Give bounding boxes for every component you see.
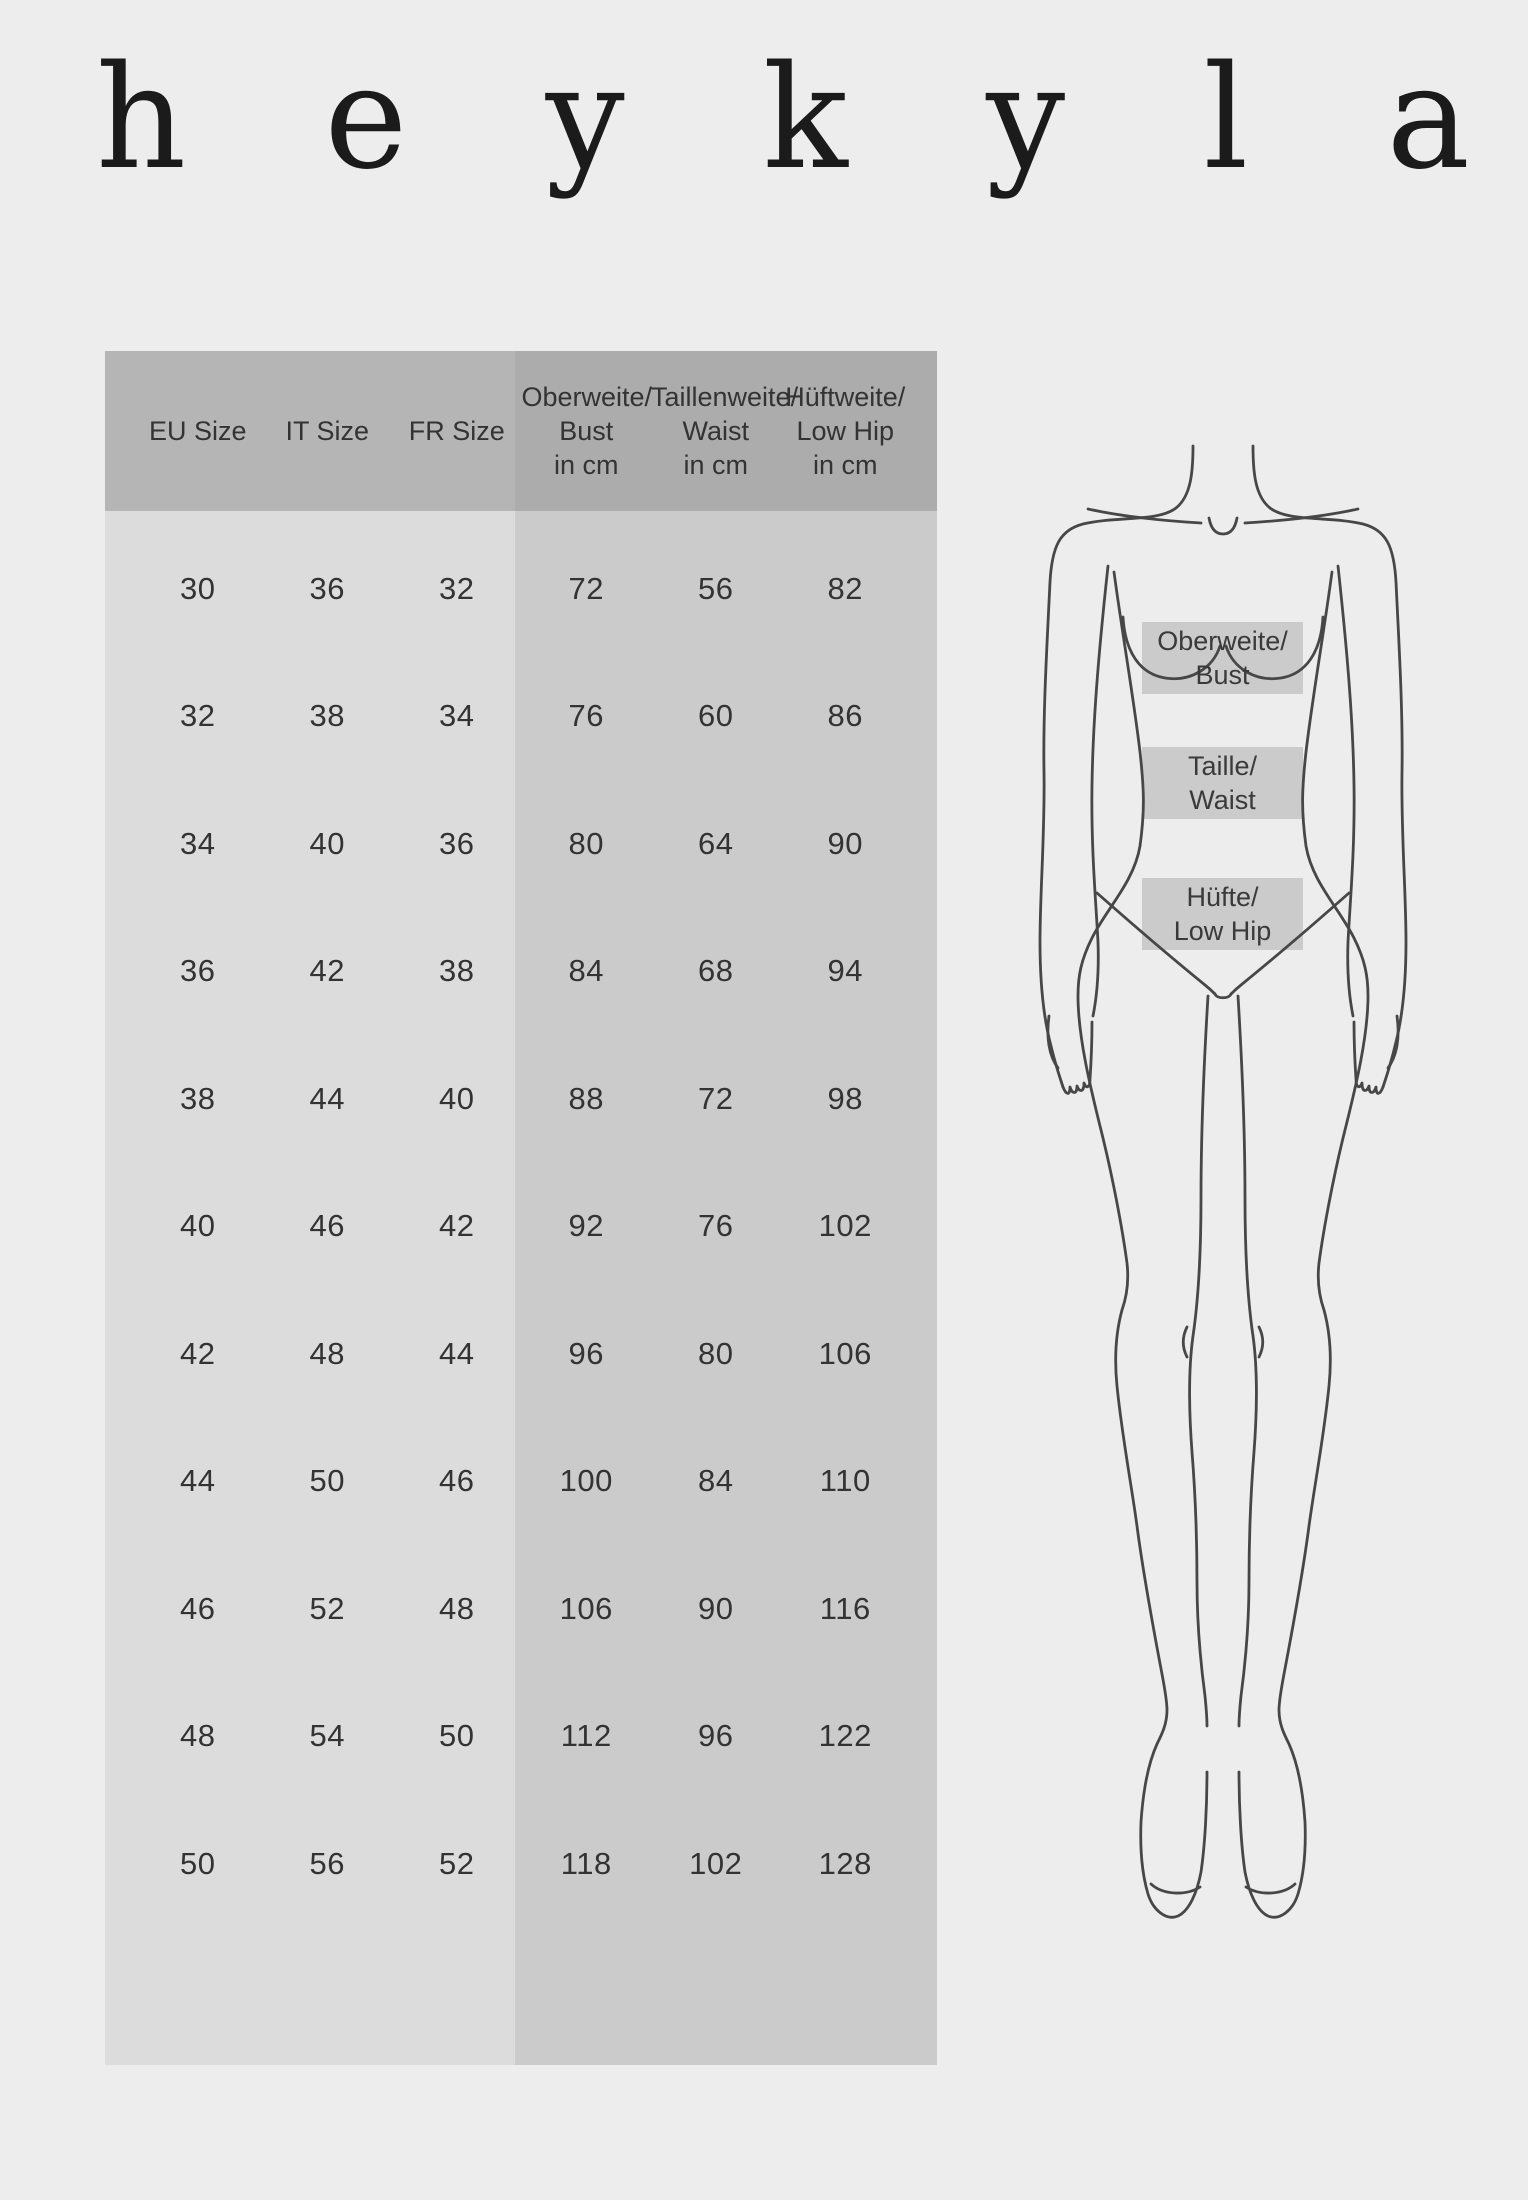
logo-letter: k xyxy=(762,35,848,202)
size-cell: 118 xyxy=(560,1845,612,1881)
size-table xyxy=(105,351,937,2065)
size-cell: 46 xyxy=(439,1463,475,1499)
size-cell: 84 xyxy=(568,953,604,989)
size-cell: 32 xyxy=(439,570,475,606)
table-row xyxy=(105,1035,937,1163)
size-cell: 52 xyxy=(439,1845,475,1881)
size-cell: 122 xyxy=(818,1718,872,1754)
figure-label-waist-line1: Taille/ xyxy=(1187,751,1258,781)
size-cell: 44 xyxy=(180,1463,216,1499)
size-cell: 90 xyxy=(698,1590,734,1626)
column-header-low-hip: Hüftweite/ Low Hip in cm xyxy=(785,382,906,480)
table-row xyxy=(105,653,937,781)
table-header-row xyxy=(105,351,937,511)
figure-label-hip-line1: Hüfte/ xyxy=(1186,882,1259,912)
size-cell: 68 xyxy=(698,953,734,989)
size-cell: 64 xyxy=(698,825,734,861)
size-cell: 100 xyxy=(559,1463,613,1499)
size-cell: 50 xyxy=(309,1463,345,1499)
size-cell: 60 xyxy=(698,698,734,734)
column-header-fr-size: FR Size xyxy=(408,416,505,446)
size-cell: 80 xyxy=(568,825,604,861)
size-cell: 50 xyxy=(180,1845,216,1881)
figure-label-hip-line2: Low Hip xyxy=(1173,916,1272,946)
column-header-it-size: IT Size xyxy=(285,416,370,446)
logo-letter: l xyxy=(1203,35,1249,202)
size-cell: 44 xyxy=(439,1335,475,1371)
size-cell: 72 xyxy=(698,1080,734,1116)
size-cell: 40 xyxy=(439,1080,475,1116)
table-row xyxy=(105,1673,937,1801)
size-cell: 116 xyxy=(819,1590,871,1626)
size-cell: 34 xyxy=(180,825,216,861)
size-cell: 36 xyxy=(439,825,475,861)
size-cell: 36 xyxy=(309,570,345,606)
size-cell: 90 xyxy=(827,825,863,861)
size-cell: 50 xyxy=(439,1718,475,1754)
logo-letter: y xyxy=(545,35,625,202)
size-cell: 96 xyxy=(568,1335,604,1371)
figure-label-hip xyxy=(1142,878,1303,950)
size-cell: 46 xyxy=(309,1208,345,1244)
size-cell: 72 xyxy=(568,570,604,606)
figure-left-collarbone xyxy=(1088,509,1201,523)
size-cell: 54 xyxy=(309,1718,345,1754)
figure-crotch-arc xyxy=(1215,994,1231,998)
figure-left-inner-leg xyxy=(1190,996,1209,1726)
figure-right-collarbone xyxy=(1245,509,1358,523)
figure-right-knee-notch xyxy=(1259,1327,1263,1357)
figure-label-bust-line2: Bust xyxy=(1195,660,1250,690)
figure-label-bust-line1: Oberweite/ xyxy=(1157,626,1288,656)
size-cell: 40 xyxy=(180,1208,216,1244)
table-row xyxy=(105,1800,937,1928)
logo-letter: a xyxy=(1386,35,1470,202)
figure-neck-notch xyxy=(1209,518,1237,534)
figure-left-inner-arm xyxy=(1092,566,1108,1016)
figure-label-bust xyxy=(1142,622,1303,694)
logo-letter: y xyxy=(986,35,1066,202)
size-cell: 96 xyxy=(698,1718,734,1754)
size-cell: 106 xyxy=(818,1335,872,1371)
size-cell: 38 xyxy=(439,953,475,989)
size-cell: 88 xyxy=(568,1080,604,1116)
size-cell: 42 xyxy=(439,1208,475,1244)
table-row xyxy=(105,908,937,1036)
size-cell: 48 xyxy=(439,1590,475,1626)
size-cell: 128 xyxy=(818,1845,872,1881)
size-cell: 40 xyxy=(309,825,345,861)
size-cell: 42 xyxy=(180,1335,216,1371)
table-row xyxy=(105,1545,937,1673)
figure-label-waist xyxy=(1142,747,1303,819)
size-cell: 106 xyxy=(559,1590,613,1626)
table-row xyxy=(105,780,937,908)
figure-label-waist-line2: Waist xyxy=(1189,785,1256,815)
size-cell: 112 xyxy=(560,1718,612,1754)
size-cell: 36 xyxy=(180,953,216,989)
size-cell: 30 xyxy=(180,570,216,606)
figure-left-knee-notch xyxy=(1183,1327,1187,1357)
size-cell: 102 xyxy=(818,1208,872,1244)
figure-right-inner-leg xyxy=(1238,996,1257,1726)
size-cell: 38 xyxy=(309,698,345,734)
size-cell: 32 xyxy=(180,698,216,734)
size-cell: 94 xyxy=(827,953,863,989)
size-cell: 92 xyxy=(568,1208,604,1244)
figure-right-fingers xyxy=(1354,1022,1383,1093)
figure-left-thumb xyxy=(1048,1016,1058,1068)
size-cell: 56 xyxy=(698,570,734,606)
table-body xyxy=(105,511,937,1928)
figure-right-toe-arc xyxy=(1246,1884,1295,1893)
table-row xyxy=(105,1290,937,1418)
figure-left-fingers xyxy=(1063,1022,1092,1093)
size-cell: 52 xyxy=(309,1590,345,1626)
size-cell: 110 xyxy=(819,1463,871,1499)
column-header-bust: Oberweite/ Bust in cm xyxy=(521,382,653,480)
table-row xyxy=(105,1418,937,1546)
column-header-waist: Taillenweite/ Waist in cm xyxy=(651,382,799,480)
size-cell: 48 xyxy=(180,1718,216,1754)
size-cell: 80 xyxy=(698,1335,734,1371)
size-cell: 46 xyxy=(180,1590,216,1626)
size-cell: 56 xyxy=(309,1845,345,1881)
size-cell: 38 xyxy=(180,1080,216,1116)
logo-letter: e xyxy=(324,35,408,202)
table-row xyxy=(105,525,937,653)
size-cell: 48 xyxy=(309,1335,345,1371)
size-cell: 34 xyxy=(439,698,475,734)
size-cell: 86 xyxy=(827,698,863,734)
figure-right-thumb xyxy=(1388,1016,1398,1068)
figure-right-inner-arm xyxy=(1338,566,1354,1016)
size-cell: 98 xyxy=(827,1080,863,1116)
size-cell: 84 xyxy=(698,1463,734,1499)
size-cell: 76 xyxy=(568,698,604,734)
brand-logo xyxy=(96,36,1470,201)
table-row xyxy=(105,1163,937,1291)
size-cell: 42 xyxy=(309,953,345,989)
figure-left-toe-arc xyxy=(1151,1884,1200,1893)
size-cell: 102 xyxy=(689,1845,743,1881)
size-cell: 76 xyxy=(698,1208,734,1244)
column-header-eu-size: EU Size xyxy=(148,416,247,446)
logo-letter: h xyxy=(96,35,187,202)
size-cell: 82 xyxy=(827,570,863,606)
size-cell: 44 xyxy=(309,1080,345,1116)
